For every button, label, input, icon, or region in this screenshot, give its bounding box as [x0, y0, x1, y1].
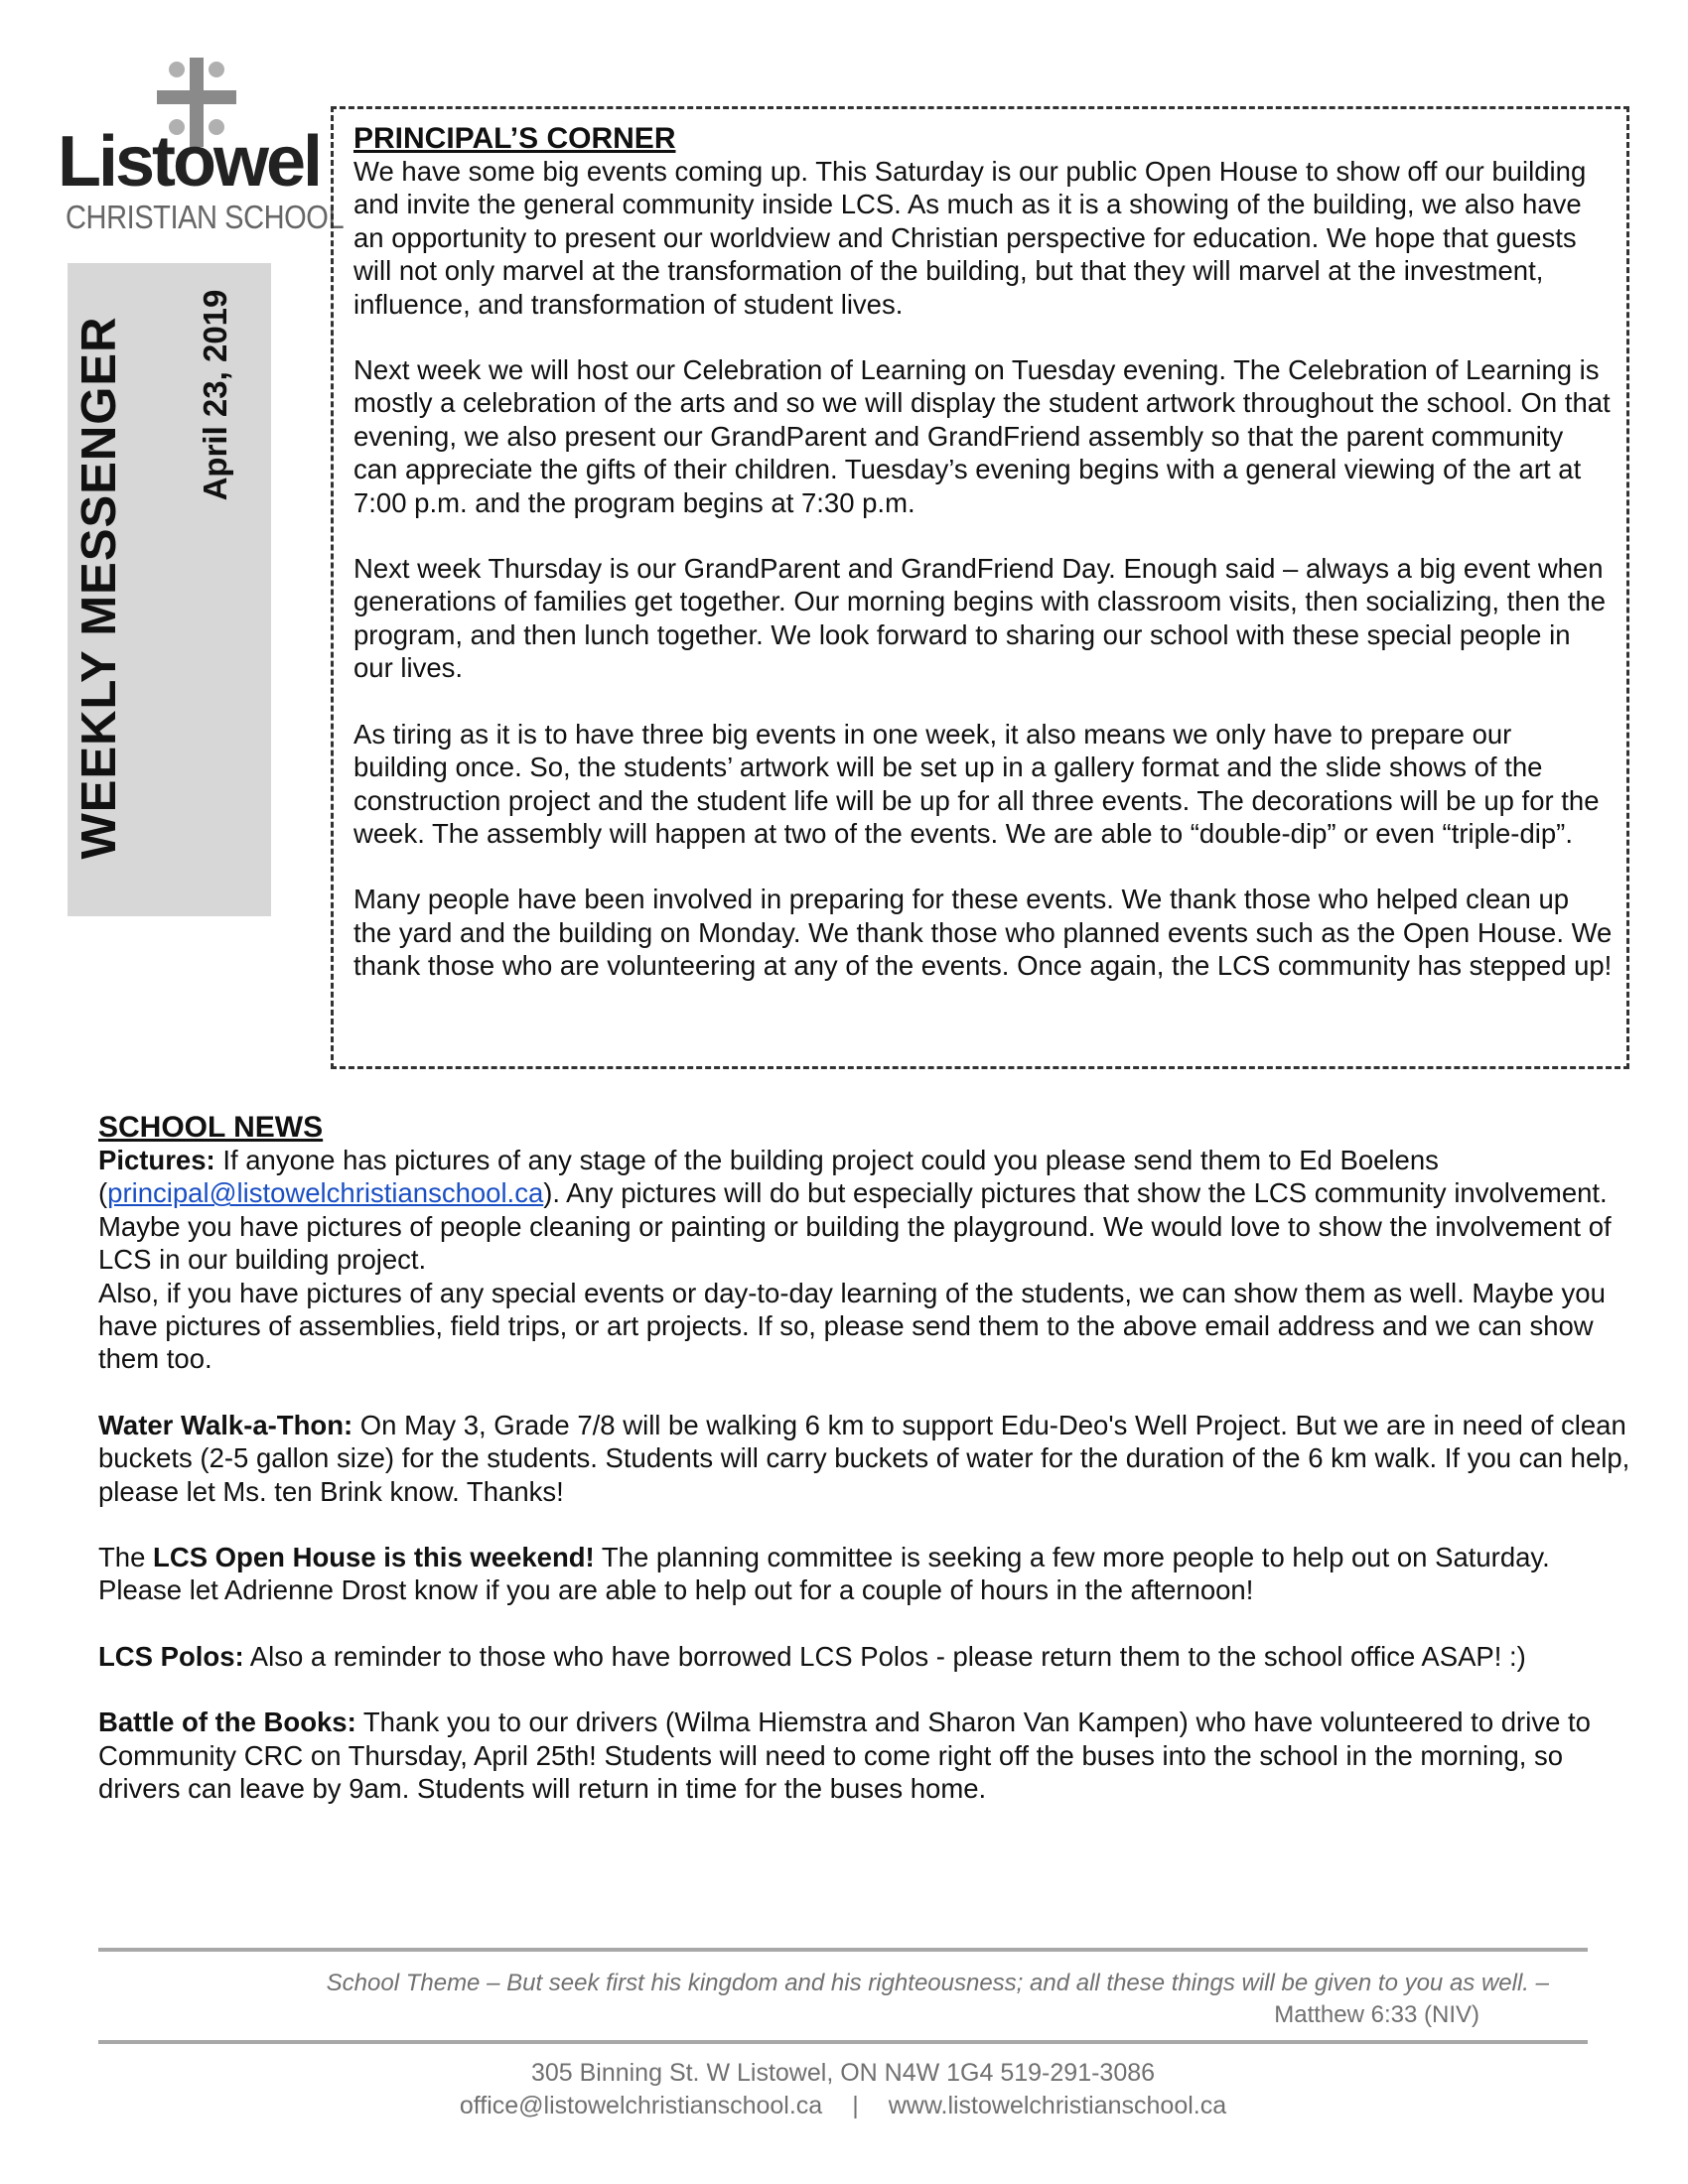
- principal-email-link[interactable]: principal@listowelchristianschool.ca: [107, 1177, 544, 1209]
- footer-separator: |: [852, 2092, 859, 2119]
- footer-website[interactable]: www.listowelchristianschool.ca: [888, 2092, 1227, 2119]
- pictures-followup: Also, if you have pictures of any special events or day-to-day learning of the students, we can show them as well. Maybe you have pictures of assemblies, field trips, or art projects. If so, please send them to the above email address and we can show them too.: [98, 1277, 1606, 1375]
- footer-address: 305 Binning St. W Listowel, ON N4W 1G4 519-291-3086: [530, 2059, 1156, 2087]
- logo-subtitle: CHRISTIAN SCHOOL: [66, 199, 345, 235]
- logo-name: Listowel: [58, 122, 321, 202]
- principal-paragraph: As tiring as it is to have three big events in one week, it also means we only have to prepare our building once. So, the students’ artwork will be set up in a gallery format and the slide shows of the construction project and the student life will be up for all three events. The decorations will be up for the week. The assembly will happen at two of the events. We are able to “double-dip” or even “triple-dip”.: [353, 718, 1600, 849]
- pictures-text-cont: ). Any pictures will do but especially pictures that show the LCS community involvement. Maybe you have pictures of people cleaning or painting or building the playground. We would love to show the involvement of LCS in our building project.: [98, 1177, 1612, 1276]
- school-theme: [139, 1968, 1549, 2031]
- principal-paragraph: We have some big events coming up. This Saturday is our public Open House to show off our building and invite the general community inside LCS. As much as it is a showing of the building, we also have an opportunity to present our worldview and Christian perspective for education. We hope that guests will not only marvel at the transformation of the building, but that they will marvel at the investment, influence, and transformation of student lives.: [353, 156, 1587, 320]
- water-walk-label: Water Walk-a-Thon:: [98, 1409, 353, 1440]
- school-news-section: [98, 1112, 1632, 1839]
- pictures-text: If anyone has pictures of any stage of the building project could you please send them to Ed Boelens (: [98, 1145, 1439, 1209]
- open-house-text: The planning committee is seeking a few more people to help out on Saturday. Please let Adrienne Drost know if you are able to help out for a couple of hours in the afternoon!: [98, 1542, 1550, 1606]
- theme-text: School Theme – But seek first his kingdom and his righteousness; and all these things will be given to you as well. –: [326, 1970, 1549, 1996]
- polos-item: [98, 1640, 1632, 1673]
- newsletter-title: WEEKLY MESSENGER: [72, 316, 126, 860]
- battle-books-text: Thank you to our drivers (Wilma Hiemstra and Sharon Van Kampen) who have volunteered to drive to Community CRC on Thursday, April 25th! Students will need to come right off the buses into the school in the morning, so drivers can leave by 9am. Students will return in time for the buses home.: [98, 1706, 1591, 1805]
- battle-books-item: [98, 1706, 1632, 1805]
- principal-corner-heading: PRINCIPAL’S CORNER: [353, 122, 676, 155]
- principal-paragraph: Many people have been involved in preparing for these events. We thank those who helped clean up the yard and the building on Monday. We thank those who planned events such as the Open House. We thank those who are volunteering at any of the events. Once again, the LCS community has stepped up!: [353, 884, 1613, 982]
- principal-paragraph: Next week Thursday is our GrandParent and GrandFriend Day. Enough said – always a big event when generations of families get together. Our morning begins with classroom visits, then socializing, then the program, and then lunch together. We look forward to sharing our school with these special people in our lives.: [353, 553, 1607, 684]
- school-news-heading: SCHOOL NEWS: [98, 1111, 324, 1144]
- pictures-label: Pictures:: [98, 1145, 215, 1175]
- open-house-item: [98, 1541, 1632, 1607]
- theme-reference: Matthew 6:33 (NIV): [1274, 2001, 1479, 2028]
- principal-paragraph: Next week we will host our Celebration of Learning on Tuesday evening. The Celebration of Learning is mostly a celebration of the arts and so we will display the student artwork throughout the school. On that evening, we also present our GrandParent and GrandFriend assembly so that the parent community can appreciate the gifts of their children. Tuesday’s evening begins with a general viewing of the art at 7:00 p.m. and the program begins at 7:30 p.m.: [353, 354, 1611, 518]
- polos-text: Also a reminder to those who have borrowed LCS Polos - please return them to the school office ASAP! :): [243, 1640, 1526, 1672]
- contact-footer: [98, 2057, 1588, 2122]
- divider-top: [98, 1948, 1588, 1952]
- footer-email[interactable]: office@listowelchristianschool.ca: [459, 2092, 823, 2119]
- water-walk-text: On May 3, Grade 7/8 will be walking 6 km to support Edu-Deo's Well Project. But we are in need of clean buckets (2-5 gallon size) for the students. Students will carry buckets of water for the duration of the 6 km walk. If you can help, please let Ms. ten Brink know. Thanks!: [98, 1409, 1630, 1507]
- battle-books-label: Battle of the Books:: [98, 1706, 356, 1738]
- pictures-item: [98, 1144, 1632, 1277]
- open-house-bold: LCS Open House is this weekend!: [153, 1542, 595, 1573]
- principal-corner-box: [331, 106, 1629, 1069]
- footer-links: [98, 2090, 1588, 2122]
- water-walk-item: [98, 1409, 1632, 1508]
- open-house-prefix: The: [98, 1542, 154, 1573]
- polos-label: LCS Polos:: [98, 1640, 244, 1672]
- school-logo: [58, 58, 345, 241]
- divider-bottom: [98, 2040, 1588, 2044]
- newsletter-date: April 23, 2019: [197, 289, 233, 501]
